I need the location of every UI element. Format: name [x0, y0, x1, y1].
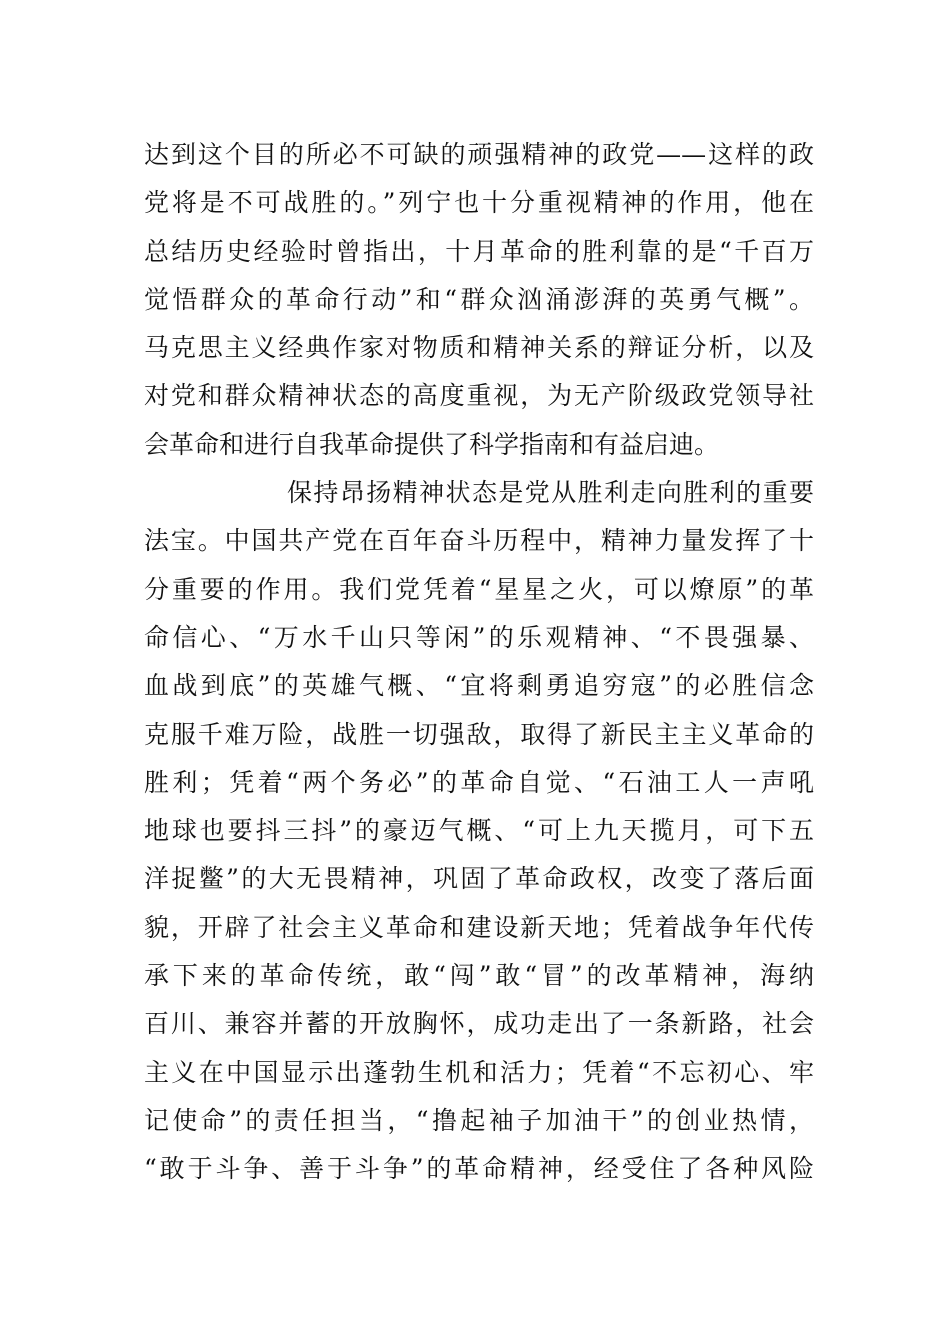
text-line: 法宝。中国共产党在百年奋斗历程中，精神力量发挥了十 — [144, 526, 814, 556]
text-line: 洋捉鳖”的大无畏精神，巩固了革命政权，改变了落后面 — [144, 864, 814, 894]
text-line: 达到这个目的所必不可缺的顽强精神的政党——这样的政 — [144, 140, 814, 169]
text-line: 记使命”的责任担当，“撸起袖子加油干”的创业热情， — [144, 1105, 814, 1135]
text-line: 分重要的作用。我们党凭着“星星之火，可以燎原”的革 — [144, 574, 814, 604]
text-line: 地球也要抖三抖”的豪迈气概、“可上九天揽月，可下五 — [144, 816, 814, 846]
body-text — [144, 131, 814, 1194]
text-line: 百川、兼容并蓄的开放胸怀，成功走出了一条新路，社会 — [144, 1009, 814, 1039]
text-line: 胜利；凭着“两个务必”的革命自觉、“石油工人一声吼 — [144, 767, 814, 797]
text-line: 会革命和进行自我革命提供了科学指南和有益启迪。 — [144, 429, 720, 459]
text-line: 血战到底”的英雄气概、“宜将剩勇追穷寇”的必胜信念 — [144, 671, 814, 701]
text-line: 马克思主义经典作家对物质和精神关系的辩证分析，以及 — [144, 333, 814, 363]
text-line: 总结历史经验时曾指出，十月革命的胜利靠的是“千百万 — [144, 236, 814, 266]
text-line: 主义在中国显示出蓬勃生机和活力；凭着“不忘初心、牢 — [144, 1057, 814, 1087]
text-line: 承下来的革命传统，敢“闯”敢“冒”的改革精神，海纳 — [144, 961, 814, 991]
text-line: 貌，开辟了社会主义革命和建设新天地；凭着战争年代传 — [144, 912, 814, 942]
paragraph-first-line: 保持昂扬精神状态是党从胜利走向胜利的重要 — [287, 478, 814, 508]
text-line: 克服千难万险，战胜一切强敌，取得了新民主主义革命的 — [144, 719, 814, 749]
text-line: 对党和群众精神状态的高度重视，为无产阶级政党领导社 — [144, 381, 814, 411]
text-line: 党将是不可战胜的。”列宁也十分重视精神的作用，他在 — [144, 188, 814, 218]
text-line: 命信心、“万水千山只等闲”的乐观精神、“不畏强暴、 — [144, 622, 814, 652]
text-line: 觉悟群众的革命行动”和“群众汹涌澎湃的英勇气概”。 — [144, 284, 814, 314]
text-line: “敢于斗争、善于斗争”的革命精神，经受住了各种风险 — [144, 1154, 814, 1184]
